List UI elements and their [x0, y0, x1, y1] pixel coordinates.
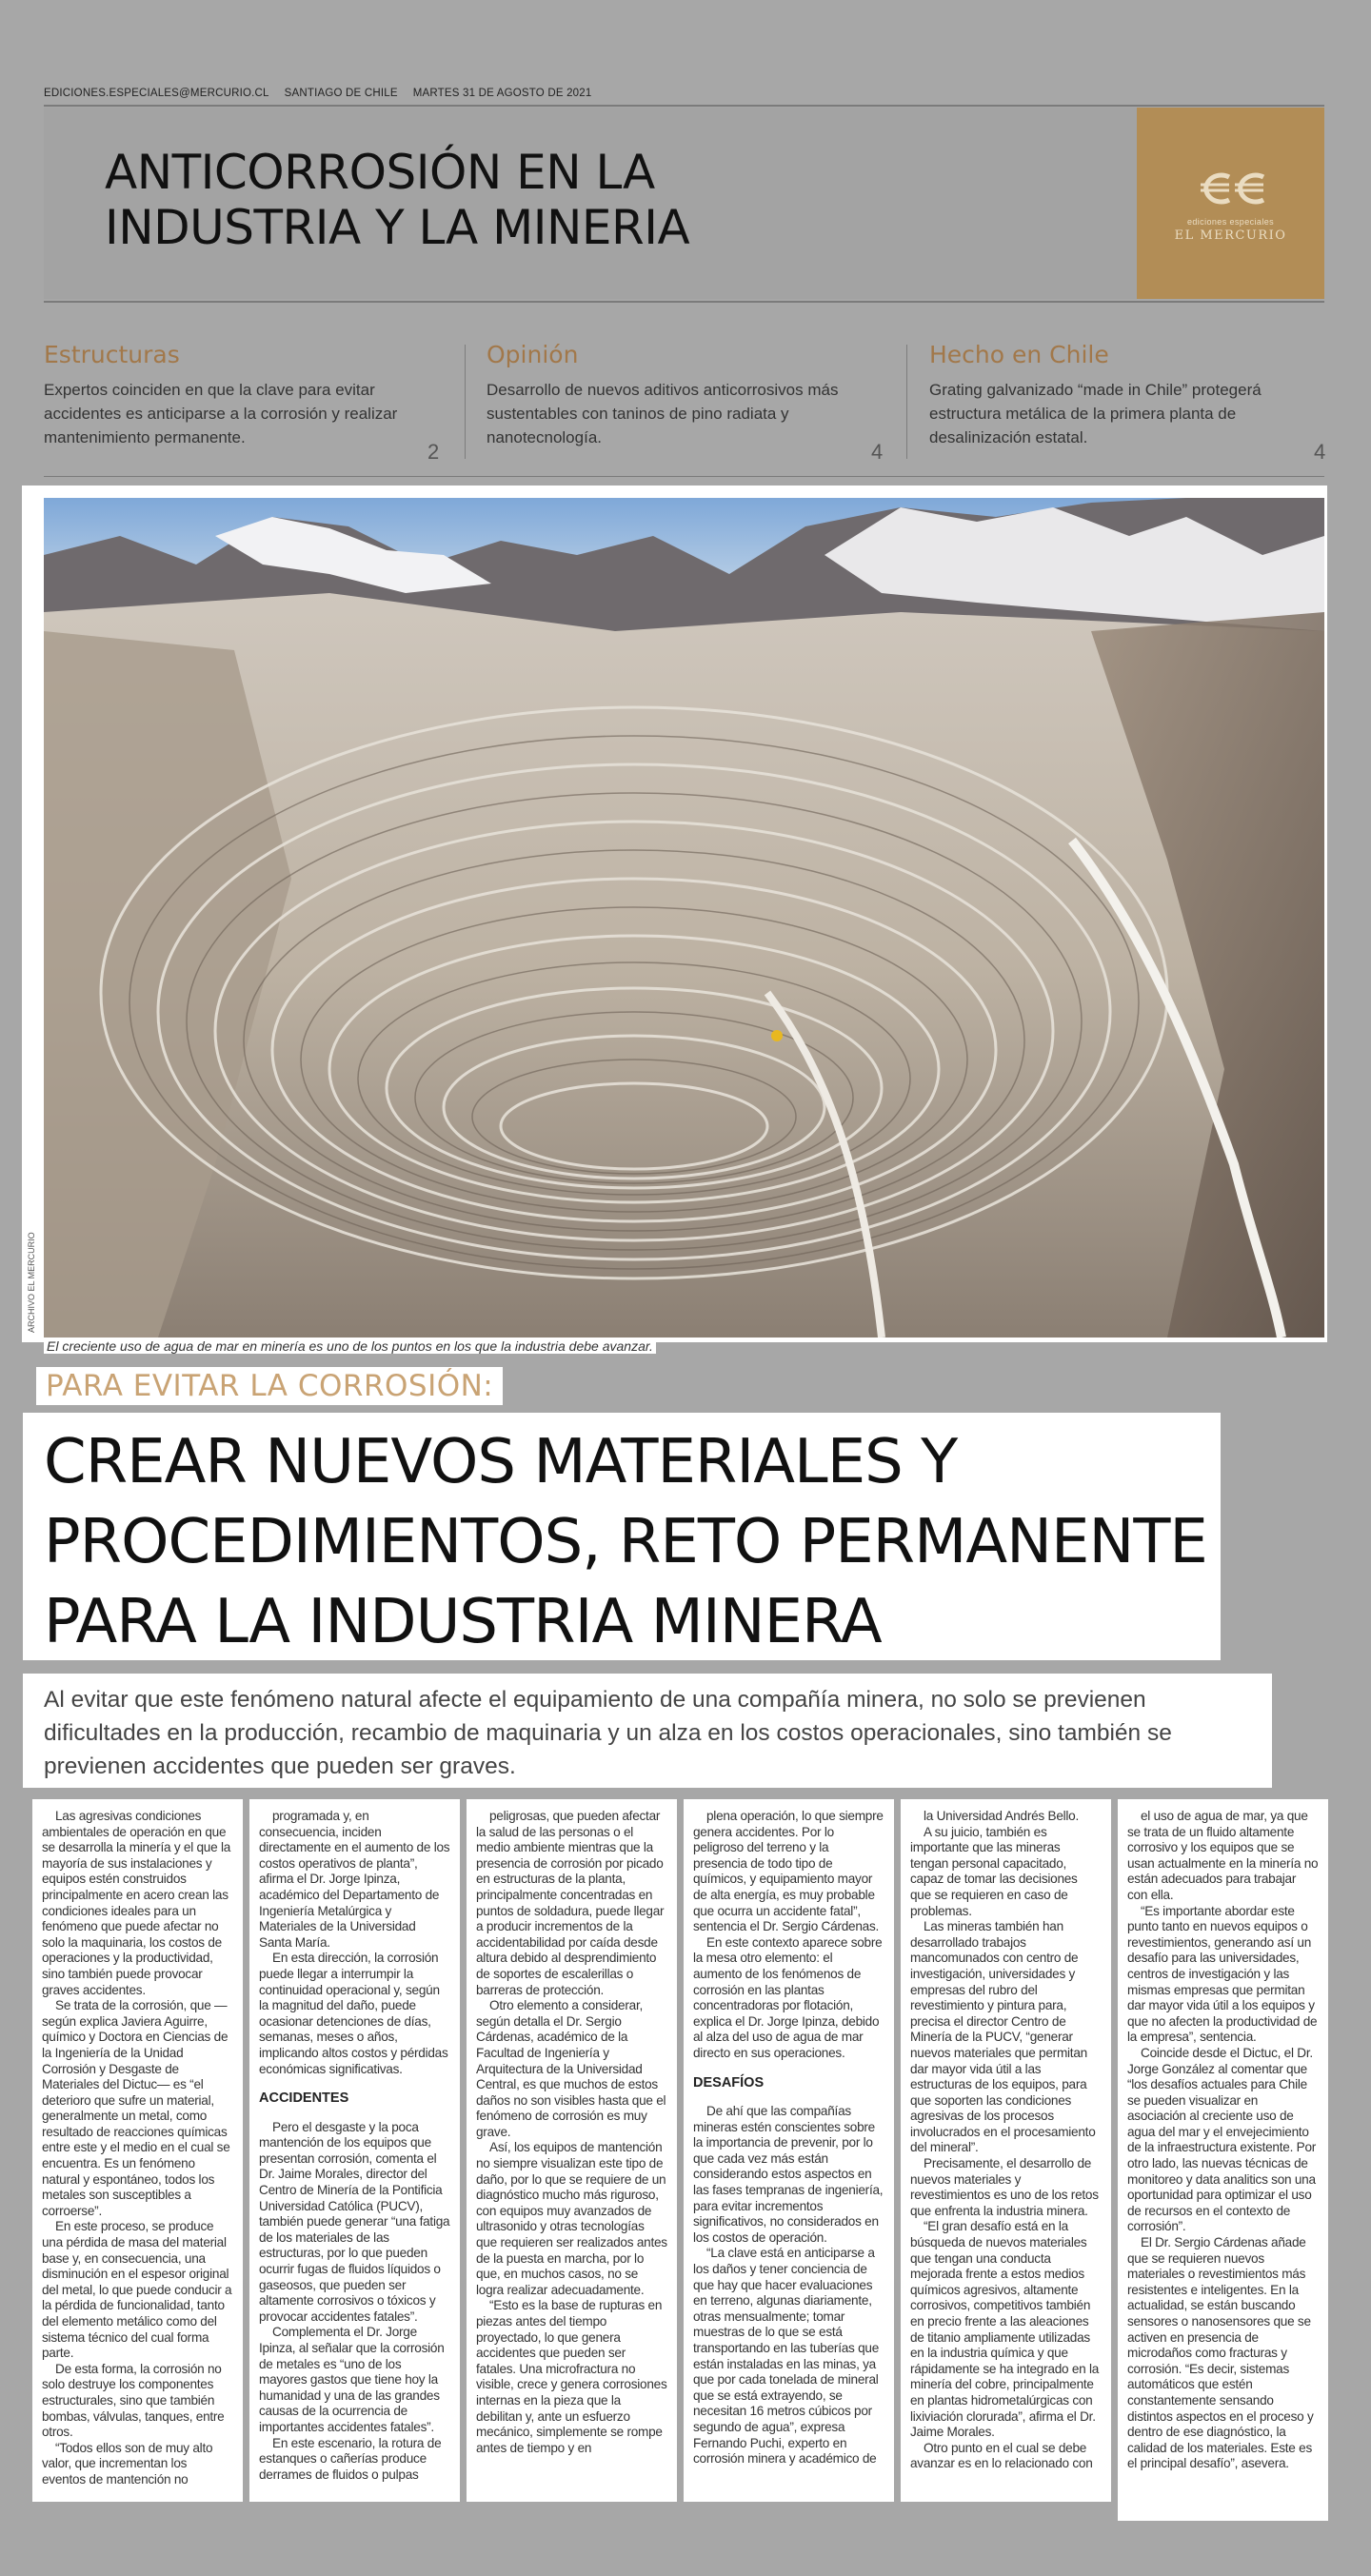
el-mercurio-logo — [1137, 108, 1324, 299]
teaser-title: Estructuras — [44, 341, 180, 368]
masthead-line — [44, 88, 1324, 99]
paragraph: programada y, en consecuencia, inciden directamente en el aumento de los costos operativos de planta”, afirma el Dr. Jorge Ipinza, académico del Departamento de Ingeniería Metalúrgica y Materiales de la Universidad Santa María. — [259, 1809, 450, 1950]
teaser-rule — [44, 476, 1324, 477]
paragraph: Coincide desde el Dictuc, el Dr. Jorge González al comentar que “los desafíos actuales para Chile se pueden visualizar en asociación al creciente uso de agua del mar y el envejecimiento de la infraestructura existente. Por otro lado, las nuevas técnicas de monitoreo y data analitics son una oportunidad para optimizar el uso de recursos en el contexto de corrosión”. — [1127, 2045, 1317, 2234]
section-title — [105, 145, 866, 255]
lead-line: dificultades en la producción, recambio de maquinaria y un alza en los costos operacionales, sino también se — [44, 1720, 1172, 1746]
section-title-line: ANTICORROSIÓN EN LA — [105, 145, 655, 200]
paragraph: En este contexto aparece sobre la mesa otro elemento: el aumento de los fenómenos de corrosión en las plantas concentradoras por flotación, explica el Dr. Jorge Ipinza, debido al alza del uso de agua de mar directo en sus operaciones. — [693, 1934, 883, 2060]
paragraph: Complementa el Dr. Jorge Ipinza, al señalar que la corrosión de metales es “uno de los mayores gastos que tiene hoy la humanidad y una de las grandes causas de la ocurrencia de importantes accidentes fatales”. — [259, 2325, 445, 2434]
paragraph: peligrosas, que pueden afectar la salud de las personas o el medio ambiente mientras que la presencia de corrosión por picado en estructuras de la planta, principalmente concentradas en puntos de soldadura, puede llegar a producir incrementos de la accidentabilidad por caída desde altura debido al desprendimiento de soportes de escalerillas o barreras de protección. — [476, 1809, 665, 1997]
teaser-hecho-en-chile[interactable] — [929, 341, 1326, 464]
paragraph: plena operación, lo que siempre genera accidentes. Por lo peligroso del terreno y la presencia de todo tipo de químicos, y equipamiento mayor de alta energía, es muy probable que ocurra un accidente fatal”, sentencia el Dr. Sergio Cárdenas. — [693, 1809, 884, 1934]
paragraph: Se trata de la corrosión, que —según explica Javiera Aguirre, químico y Doctora en Ciencias de la Ingeniería de la Unidad Corrosión y Desgaste de Materiales del Dictuc— es “el deterioro que sufre un material, generalmente un metal, como resultado de reacciones químicas entre este y el medio en el cual se encuentra. Es un fenómeno natural y espontáneo, todos los metales son susceptibles a corroerse”. — [42, 1998, 230, 2218]
ee-logo-icon — [1191, 164, 1271, 213]
article-kicker: PARA EVITAR LA CORROSIÓN: — [36, 1367, 503, 1405]
paragraph: Las mineras también han desarrollado trabajos mancomunados con centro de investigación, universidades y empresas del rubro del revestimiento y pintura para, precisa el director Centro de Minería de la PUCV, “generar nuevos materiales que permitan dar mayor vida útil a las estructuras de los equipos, para que soporten las condiciones agresivas de los procesos involucrados en el procesamiento del mineral”. — [910, 1919, 1096, 2155]
lead-line: previenen accidentes que pueden ser graves. — [44, 1754, 516, 1779]
article-column-1 — [32, 1799, 243, 2502]
teaser-divider — [906, 345, 907, 459]
subheading: DESAFÍOS — [693, 2074, 765, 2091]
article-lead — [23, 1674, 1272, 1788]
paragraph: Otro elemento a considerar, según detalla el Dr. Sergio Cárdenas, académico de la Facultad de Ingeniería y Arquitectura de la Universidad Central, es que muchos de estos daños no son visibles hasta que el fenómeno de corrosión es muy grave. — [476, 1998, 666, 2139]
dateline-city: SANTIAGO DE CHILE — [284, 88, 398, 99]
logo-subtitle: ediciones especiales — [1186, 217, 1275, 227]
paragraph: Así, los equipos de mantención no siempre visualizan este tipo de daño, por lo que se requiere de un diagnóstico mucho más riguroso, con equipos muy avanzados de ultrasonido y otras tecnologías que requieren ser realizados antes de la puesta en marcha, por lo que, en muchos casos, no se logra realizar adecuadamente. — [476, 2140, 667, 2297]
paragraph: la Universidad Andrés Bello. — [924, 1809, 1080, 1823]
teaser-estructuras[interactable] — [44, 341, 440, 464]
contact-email[interactable]: EDICIONES.ESPECIALES@MERCURIO.CL — [44, 88, 269, 99]
paragraph: “El gran desafío está en la búsqueda de nuevos materiales que tengan una conducta mejorada frente a estos medios químicos agresivos, altamente corrosivos, competitivos también en precio frente a las aleaciones de titanio ampliamente utilizadas en la industria química y que rápidamente se ha integrado en la minería del cobre, principalmente en plantas hidrometalúrgicas con lixiviación clorurada”, afirma el Dr. Jaime Morales. — [910, 2219, 1100, 2440]
teaser-page-number: 4 — [1314, 440, 1326, 464]
paragraph: “Es importante abordar este punto tanto en nuevos equipos o revestimientos, generando así un desafío para las universidades, centros de investigación y las mismas empresas que permitan dar mayor vida útil a los equipos y que no afecten la productividad de la empresa”, sentencia. — [1127, 1903, 1318, 2045]
logo-name: EL MERCURIO — [1174, 228, 1287, 243]
headline-line: PARA LA INDUSTRIA MINERA — [44, 1587, 882, 1657]
article-column-5 — [901, 1799, 1111, 2502]
teaser-page-number: 2 — [427, 440, 440, 464]
article-headline — [23, 1413, 1221, 1660]
teaser-opinion[interactable] — [487, 341, 884, 464]
paragraph: De esta forma, la corrosión no solo destruye los componentes estructurales, sino que también bombas, válvulas, tanques, entre otros. — [42, 2361, 225, 2440]
open-pit-mine-image — [44, 498, 1324, 1338]
lead-line: Al evitar que este fenómeno natural afecte el equipamiento de una compañía minera, no solo se previenen — [44, 1687, 1146, 1713]
paragraph: Las agresivas condiciones ambientales de operación en que se desarrolla la minería y el que la mayoría de sus instalaciones y equipos estén construidos principalmente en acero crean las condiciones ideales para un fenómeno que puede afectar no solo la maquinaria, los costos de operaciones y la productividad, sino también puede provocar graves accidentes. — [42, 1809, 231, 1997]
section-title-line: INDUSTRIA Y LA MINERIA — [105, 200, 690, 255]
paragraph: “La clave está en anticiparse a los daños y tener conciencia de que hay que hacer evaluaciones en terreno, algunas diariamente, otras mensualmente; tomar muestras de lo que se está transportando en las tuberías que están instaladas en las minas, ya que por cada tonelada de mineral que se está extrayendo, se necesitan 16 metros cúbicos por segundo de agua”, expresa Fernando Puchi, experto en corrosión minera y académico de — [693, 2246, 880, 2467]
headline-line: CREAR NUEVOS MATERIALES Y — [44, 1427, 958, 1497]
article-column-3 — [467, 1799, 677, 2502]
paragraph: “Todos ellos son de muy alto valor, que incrementan los eventos de mantención no — [42, 2440, 213, 2487]
article-column-6 — [1118, 1799, 1328, 2521]
paragraph: Pero el desgaste y la poca mantención de los equipos que presentan corrosión, comenta el Dr. Jaime Morales, director del Centro de Minería de la Pontificia Universidad Católica (PUCV), también puede generar “una fatiga de los materiales de las estructuras, por lo que pueden ocurrir fugas de fluidos líquidos o gaseosos, que pueden ser altamente corrosivos o tóxicos y provocar accidentes fatales”. — [259, 2119, 450, 2324]
teaser-divider — [465, 345, 466, 459]
photo-caption: El creciente uso de agua de mar en minería es uno de los puntos en los que la industria debe avanzar. — [44, 1338, 656, 1354]
article-column-4 — [684, 1799, 894, 2502]
subheading: ACCIDENTES — [259, 2091, 349, 2107]
paragraph: El Dr. Sergio Cárdenas añade que se requieren nuevos materiales o revestimientos más resistentes e inteligentes. En la actualidad, se están buscando sensores o nanosensores que se activen en presencia de microdaños como fracturas y corrosión. “Es decir, sistemas automáticos que estén constantemente sensando distintos aspectos en el proceso y dentro de ese diagnóstico, la calidad de los materiales. Este es el principal desafío”, asevera. — [1127, 2235, 1314, 2471]
paragraph: “Esto es la base de rupturas en piezas antes del tiempo proyectado, lo que genera accidentes que pueden ser fatales. Una microfractura no visible, crece y genera corrosiones internas en la pieza que la debilitan y, ante un esfuerzo mecánico, simplemente se rompe antes de tiempo y en — [476, 2298, 667, 2455]
teaser-page-number: 4 — [871, 440, 884, 464]
header-rule — [44, 301, 1324, 303]
paragraph: Precisamente, el desarrollo de nuevos materiales y revestimientos es uno de los retos que enfrenta la industria minera. — [910, 2156, 1099, 2218]
headline-line: PROCEDIMIENTOS, RETO PERMANENTE — [44, 1507, 1207, 1577]
teaser-text: Expertos coinciden en que la clave para evitar accidentes es anticiparse a la corrosión y realizar mantenimiento permanente. — [44, 381, 398, 446]
dateline-date: MARTES 31 DE AGOSTO DE 2021 — [412, 88, 592, 99]
teaser-text: Grating galvanizado “made in Chile” protegerá estructura metálica de la primera planta de desalinización estatal. — [929, 381, 1262, 446]
photo-credit: ARCHIVO EL MERCURIO — [27, 1232, 36, 1333]
top-rule — [44, 105, 1324, 107]
mine-photo — [44, 498, 1324, 1338]
paragraph: En este escenario, la rotura de estanques o cañerías produce derrames de fluidos o pulpas — [259, 2435, 442, 2482]
teaser-text: Desarrollo de nuevos aditivos anticorrosivos más sustentables con taninos de pino radiata y nanotecnología. — [487, 381, 839, 446]
teaser-title: Opinión — [487, 341, 579, 368]
paragraph: De ahí que las compañías mineras estén conscientes sobre la importancia de prevenir, por lo que cada vez más están considerando estos aspectos en las fases tempranas de ingeniería, para evitar incrementos significativos, no considerados en los costos de operación. — [693, 2104, 884, 2245]
article-column-2 — [249, 1799, 460, 2502]
paragraph: En este proceso, se produce una pérdida de masa del material base y, en consecuencia, una disminución en el espesor original del metal, lo que puede conducir a la pérdida de funcionalidad, tanto del elemento metálico como del sistema técnico del cual forma parte. — [42, 2219, 232, 2361]
paragraph: En esta dirección, la corrosión puede llegar a interrumpir la continuidad operacional y, según la magnitud del daño, puede ocasionar detenciones de días, semanas, meses o años, implicando altos costos y pérdidas económicas significativas. — [259, 1951, 448, 2076]
paragraph: Otro punto en el cual se debe avanzar es en lo relacionado con — [910, 2440, 1093, 2471]
paragraph: el uso de agua de mar, ya que se trata de un fluido altamente corrosivo y los equipos que se usan actualmente en la minería no están adecuados para trabajar con ella. — [1127, 1809, 1319, 1902]
teaser-title: Hecho en Chile — [929, 341, 1109, 368]
paragraph: A su juicio, también es importante que las mineras tengan personal capacitado, capaz de tomar las decisiones que se requieren en caso de problemas. — [910, 1824, 1078, 1918]
